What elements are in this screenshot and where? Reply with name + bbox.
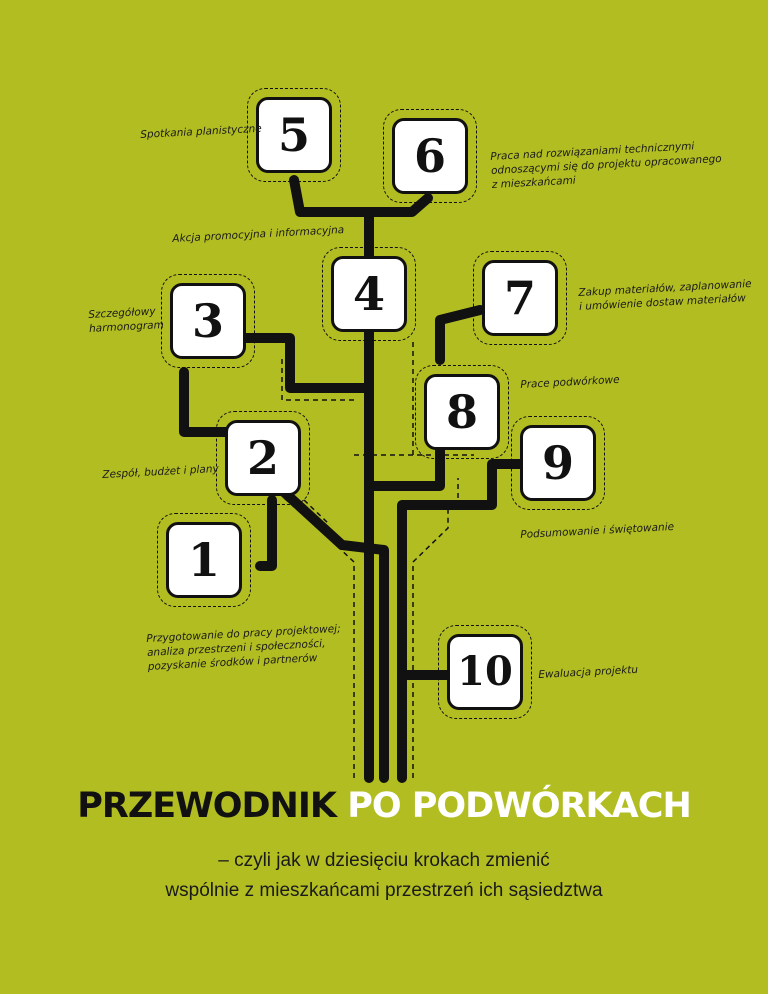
step-number-10: 10 [457, 648, 513, 695]
step-note-10: Ewaluacja projektu [538, 663, 639, 681]
step-note-2: Zespół, budżet i plany [102, 462, 219, 481]
step-box-10 [447, 634, 523, 710]
step-number-9: 9 [541, 436, 574, 490]
subtitle-line-1: – czyli jak w dziesięciu krokach zmienić [218, 850, 550, 871]
step-number-1: 1 [187, 533, 220, 587]
step-number-8: 8 [445, 385, 478, 439]
subtitle [0, 846, 768, 906]
step-note-6: Praca nad rozwiązaniami technicznymi odnoszącymi się do projektu opracowanego z mieszkańcami [490, 140, 723, 191]
step-box-6 [392, 118, 468, 194]
step-box-9 [520, 425, 596, 501]
step-number-7: 7 [503, 271, 536, 325]
title-part-1: PRZEWODNIK [77, 786, 336, 826]
step-box-2 [225, 420, 301, 496]
step-note-7: Zakup materiałów, zaplanowanie i umówienie dostaw materiałów [578, 277, 752, 313]
step-note-8: Prace podwórkowe [520, 373, 620, 391]
step-box-5 [256, 97, 332, 173]
title-part-2: PO PODWÓRKACH [347, 786, 691, 826]
subtitle-line-2: wspólnie z mieszkańcami przestrzeń ich sąsiedztwa [165, 880, 603, 901]
step-number-5: 5 [277, 108, 310, 162]
step-note-1: Przygotowanie do pracy projektowej; analiza przestrzeni i społeczności, pozyskanie środków i partnerów [146, 622, 341, 673]
step-number-3: 3 [191, 294, 224, 348]
step-number-2: 2 [246, 431, 279, 485]
step-box-8 [424, 374, 500, 450]
step-box-7 [482, 260, 558, 336]
step-note-4: Akcja promocyjna i informacyjna [172, 223, 345, 245]
step-box-3 [170, 283, 246, 359]
step-box-1 [166, 522, 242, 598]
step-note-3: Szczegółowy harmonogram [88, 305, 165, 335]
step-note-9: Podsumowanie i świętowanie [520, 520, 675, 541]
page-title [0, 786, 768, 826]
step-box-4 [331, 256, 407, 332]
step-note-5: Spotkania planistyczne [140, 122, 263, 141]
step-number-6: 6 [413, 129, 446, 183]
step-number-4: 4 [352, 267, 385, 321]
